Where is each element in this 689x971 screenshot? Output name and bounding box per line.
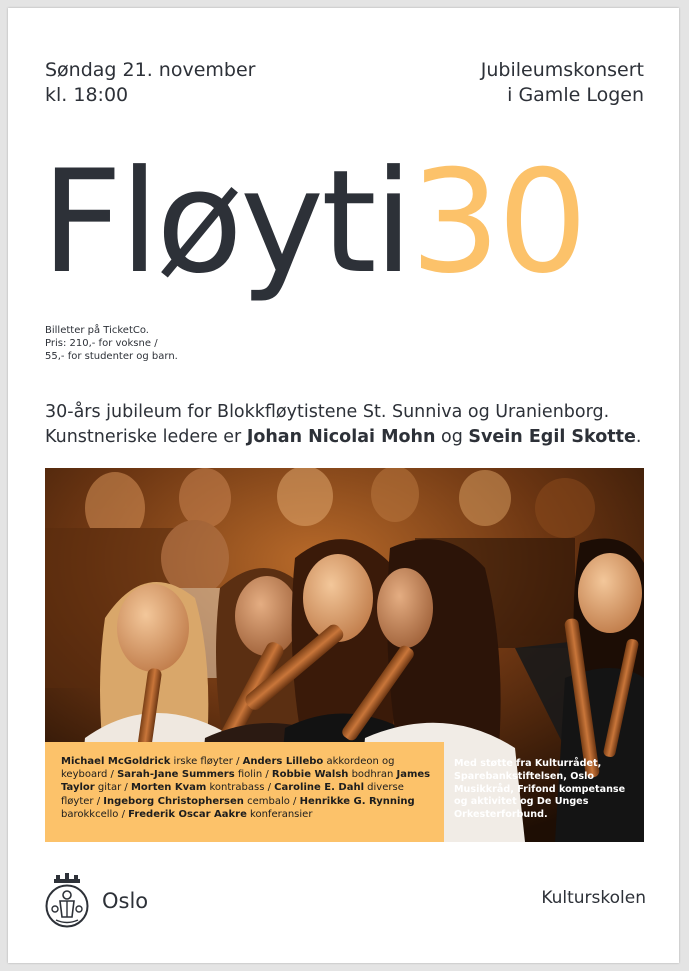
performer-role: irske fløyter / [170, 756, 243, 767]
performer-role: fiolin / [234, 769, 272, 781]
ticket-info-line: Pris: 210,- for voksne / [45, 338, 158, 349]
intro-text [45, 400, 655, 450]
ticket-info [45, 324, 178, 363]
performer-name: Anders Lillebo [242, 756, 324, 767]
poster [8, 8, 679, 963]
intro-line-2: Kunstneriske ledere er Johan Nicolai Mohn og Svein Egil Skotte. [45, 427, 642, 447]
oslo-logo [44, 873, 148, 929]
performer-name: Sarah-Jane Summers [117, 769, 235, 781]
ticket-info-line: Billetter på TicketCo. [45, 325, 149, 336]
performer-role: bodhran [348, 769, 397, 781]
poster-title [41, 138, 585, 308]
performer-role: barokkcello / [61, 808, 129, 820]
event-date-time: kl. 18:00 [45, 84, 129, 106]
leader-name: Svein Egil Skotte [468, 427, 636, 447]
event-date [45, 58, 255, 108]
performer-name: Michael McGoldrick [61, 756, 171, 767]
intro-line-1: 30-års jubileum for Blokkfløytistene St. Sunniva og Uranienborg. [45, 402, 610, 422]
support-text: Med støtte fra Kulturrådet, Sparebankstiftelsen, Oslo Musikkråd, Frifond kompetanse og aktivitet og De Unges Orkesterforbund. [454, 758, 626, 821]
ticket-info-line: 55,- for studenter og barn. [45, 351, 178, 362]
performer-name: Henrikke G. Rynning [299, 795, 415, 807]
performer-role: diverse fløyter / [61, 782, 404, 807]
event-venue [481, 58, 644, 108]
leader-name: Johan Nicolai Mohn [246, 427, 436, 447]
event-date-day: Søndag 21. november [45, 59, 256, 81]
performer-name: Ingeborg Christophersen [103, 795, 244, 807]
performer-role: konferansier [246, 808, 313, 820]
organizer-name: Kulturskolen [541, 888, 646, 908]
performer-name: Frederik Oscar Aakre [128, 808, 247, 820]
poster-title-number: 30 [410, 140, 585, 305]
performers-box [45, 742, 444, 842]
performer-role: kontrabass / [206, 782, 275, 794]
performer-role: cembalo / [243, 795, 300, 807]
event-venue-line2: i Gamle Logen [507, 84, 644, 106]
performer-name: Robbie Walsh [271, 769, 349, 781]
performer-name: Caroline E. Dahl [274, 782, 364, 794]
poster-title-word: Fløyti [41, 140, 411, 305]
logo-city-name: Oslo [102, 889, 149, 913]
oslo-city-seal-icon [44, 873, 90, 929]
performer-role: gitar / [94, 782, 131, 794]
performer-name: James Taylor [61, 769, 431, 794]
performer-role: akkordeon og keyboard / [61, 756, 395, 781]
performer-name: Morten Kvam [130, 782, 207, 794]
event-venue-line1: Jubileumskonsert [480, 59, 644, 81]
